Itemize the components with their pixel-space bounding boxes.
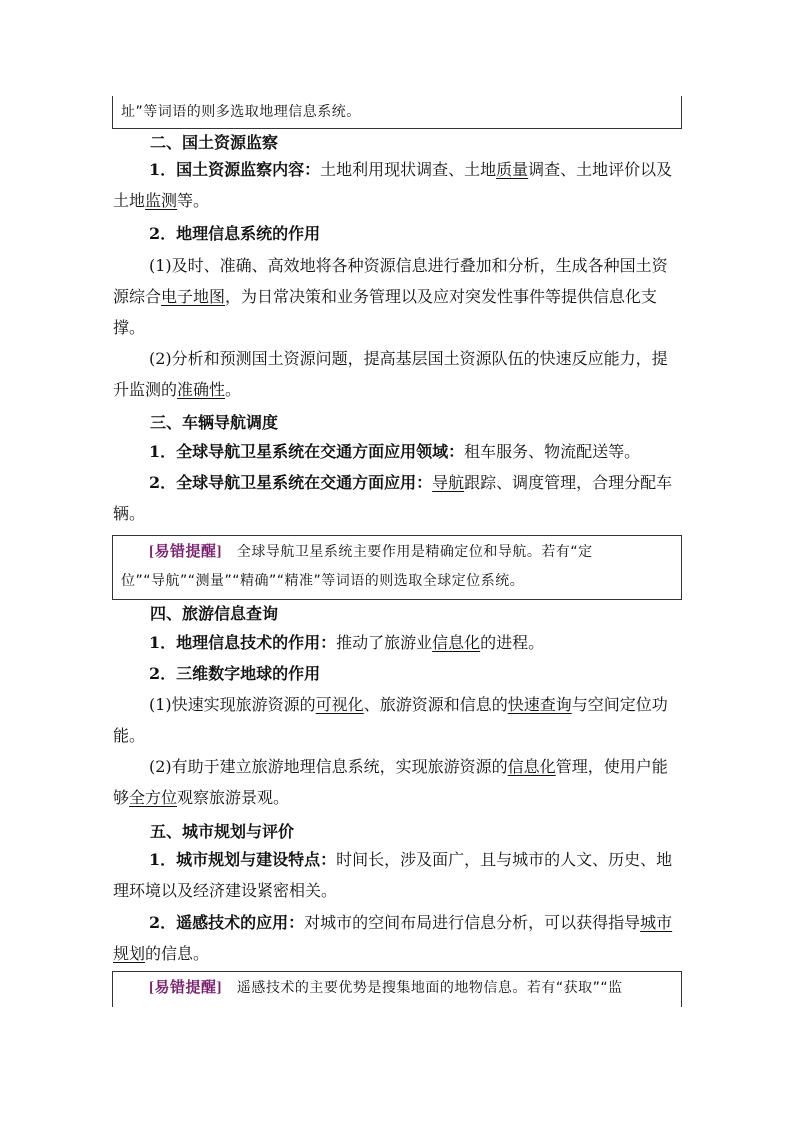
- section-heading: 三、车辆导航调度: [150, 413, 279, 432]
- key-term: 城市: [640, 913, 673, 932]
- tip-text: 址”等词语的则多选取地理信息系统。: [121, 104, 361, 120]
- paragraph: (1)快速实现旅游资源的可视化、旅游资源和信息的快速查询与空间定位功 能。: [113, 695, 668, 745]
- paragraph: 1．全球导航卫星系统在交通方面应用领域：租车服务、物流配送等。: [149, 442, 641, 461]
- tip-box: [112, 535, 682, 600]
- key-term: 信息化: [507, 757, 556, 776]
- section-heading: 五、城市规划与评价: [150, 822, 295, 841]
- tip-tag: [易错提醒]: [149, 544, 222, 560]
- paragraph: (2)有助于建立旅游地理信息系统，实现旅游资源的信息化管理，使用户能 够全方位观察旅游景观。: [113, 757, 668, 807]
- tip-text: 位”“导航”“测量”“精确”“精准”等词语的则选取全球定位系统。: [121, 573, 525, 589]
- paragraph: 1．地理信息技术的作用：推动了旅游业信息化的进程。: [149, 633, 545, 652]
- tip-box-continued: [112, 96, 682, 129]
- tip-text: 遥感技术的主要优势是搜集地面的地物信息。若有“获取”“监: [236, 980, 623, 996]
- para-label: 1．全球导航卫星系统在交通方面应用领域：: [149, 442, 465, 461]
- tip-tag: [易错提醒]: [149, 980, 222, 996]
- section-heading: 四、旅游信息查询: [150, 604, 279, 623]
- para-label: 2．三维数字地球的作用: [149, 664, 321, 683]
- key-term: 质量: [496, 160, 529, 179]
- para-label: 1．国土资源监察内容：: [149, 160, 321, 179]
- para-label: 2．地理信息系统的作用: [149, 224, 321, 243]
- key-term: 信息化: [432, 633, 481, 652]
- section-heading: 二、国土资源监察: [150, 133, 279, 152]
- tip-box-cutoff: [112, 971, 682, 1007]
- paragraph: [113, 218, 678, 249]
- paragraph: 1．城市规划与建设特点：时间长，涉及面广，且与城市的人文、历史、地 理环境以及经济建设紧密相关。: [113, 850, 673, 900]
- paragraph: (1)及时、准确、高效地将各种资源信息进行叠加和分析，生成各种国土资 源综合电子地图，为日常决策和业务管理以及应对突发性事件等提供信息化支 撑。: [113, 256, 668, 337]
- key-term: 可视化: [315, 695, 364, 714]
- key-term: 准确性: [177, 380, 226, 399]
- para-label: 1．地理信息技术的作用：: [149, 633, 337, 652]
- key-term: 快速查询: [507, 695, 572, 714]
- paragraph: 1．国土资源监察内容：土地利用现状调查、土地质量调查、土地评价以及 土地监测等。: [113, 160, 673, 210]
- paragraph: 2．遥感技术的应用：对城市的空间布局进行信息分析，可以获得指导城市 规划的信息。: [113, 913, 673, 963]
- para-label: 2．遥感技术的应用：: [149, 913, 305, 932]
- key-term: 电子地图: [161, 287, 226, 306]
- key-term: 监测: [145, 191, 178, 210]
- paragraph: 2．全球导航卫星系统在交通方面应用：导航跟踪、调度管理，合理分配车 辆。: [113, 473, 673, 523]
- para-label: 2．全球导航卫星系统在交通方面应用：: [149, 473, 433, 492]
- key-term: 导航: [432, 473, 465, 492]
- key-term: 全方位: [129, 788, 178, 807]
- paragraph: [113, 658, 678, 689]
- tip-text: 全球导航卫星系统主要作用是精确定位和导航。若有“定: [236, 544, 593, 560]
- para-label: 1．城市规划与建设特点：: [149, 850, 337, 869]
- paragraph: (2)分析和预测国土资源问题，提高基层国土资源队伍的快速反应能力，提 升监测的准确性。: [113, 349, 668, 399]
- key-term: 规划: [113, 944, 146, 963]
